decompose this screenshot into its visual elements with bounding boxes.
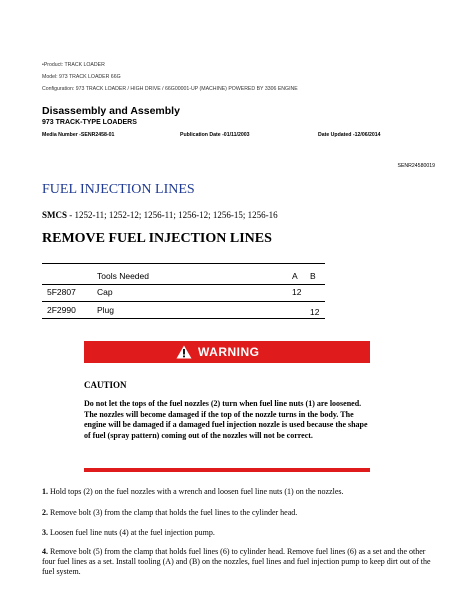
- step-item: [42, 487, 432, 497]
- step-text: Remove bolt (5) from the clamp that holds fuel lines (6) to cylinder head. Remove fuel lines (6) as a set and the other four fuel lines as a set. Install tooling (A) and (B) on the nozzles, fuel lines and fuel injection pump to keep dirt out of the fuel system.: [42, 547, 431, 576]
- configuration-line: Configuration: 973 TRACK LOADER / HIGH DRIVE / 66G00001-UP (MACHINE) POWERED BY 3306 ENGINE: [42, 86, 298, 92]
- cell-part: 5F2807: [47, 287, 76, 297]
- media-number: Media Number -SENR2458-01: [42, 132, 115, 138]
- header-description: Tools Needed: [97, 271, 149, 281]
- model-line: Model: 973 TRACK LOADER 66G: [42, 74, 121, 80]
- caution-text: Do not let the tops of the fuel nozzles (2) turn when fuel line nuts (1) are loosened. The nozzles will become damaged if the top of the nozzle turns in the body. The engine will be damaged if a damaged fuel injection nozzle is used because the shape of fuel (spray pattern) coming out of the nozzles will not be correct.: [84, 399, 368, 440]
- table-rule: [42, 263, 325, 264]
- table-rule: [42, 318, 325, 319]
- document-subtitle: 973 TRACK-TYPE LOADERS: [42, 119, 137, 126]
- step-number: 1.: [42, 487, 48, 496]
- section-title: FUEL INJECTION LINES: [42, 182, 195, 197]
- step-text: Loosen fuel line nuts (4) at the fuel injection pump.: [48, 528, 215, 537]
- step-number: 2.: [42, 508, 48, 517]
- step-text: Remove bolt (3) from the clamp that holds the fuel lines to the cylinder head.: [48, 508, 298, 517]
- publication-date: Publication Date -01/11/2003: [180, 132, 250, 138]
- step-number: 3.: [42, 528, 48, 537]
- cell-a: 12: [292, 287, 302, 297]
- date-updated: Date Updated -12/06/2014: [318, 132, 381, 138]
- cell-description: Plug: [97, 305, 115, 315]
- cell-b: 12: [310, 307, 320, 317]
- warning-label: WARNING: [198, 345, 260, 359]
- step-item: [42, 508, 432, 518]
- cell-part: 2F2990: [47, 305, 76, 315]
- warning-banner: [84, 341, 370, 363]
- reference-code: SENR24580019: [397, 163, 435, 169]
- step-number: 4.: [42, 547, 48, 556]
- product-line: •Product: TRACK LOADER: [42, 62, 105, 68]
- smcs-label: SMCS: [42, 210, 68, 220]
- document-title: Disassembly and Assembly: [42, 105, 180, 117]
- header-b: B: [310, 271, 316, 281]
- step-item: [42, 547, 432, 577]
- table-header: [42, 269, 325, 283]
- step-text: Hold tops (2) on the fuel nozzles with a wrench and loosen fuel line nuts (1) on the nozzles.: [48, 487, 344, 496]
- table-rule: [42, 301, 325, 302]
- procedure-title: REMOVE FUEL INJECTION LINES: [42, 231, 272, 246]
- table-row: [42, 285, 325, 299]
- smcs-line: [42, 210, 278, 220]
- cell-description: Cap: [97, 287, 113, 297]
- table-row: [42, 303, 325, 317]
- step-item: [42, 528, 432, 538]
- header-a: A: [292, 271, 298, 281]
- warning-end-rule: [84, 468, 370, 472]
- warning-triangle-icon: [176, 345, 192, 359]
- caution-label: CAUTION: [84, 380, 127, 390]
- smcs-codes: - 1252-11; 1252-12; 1256-11; 1256-12; 1256-15; 1256-16: [67, 210, 278, 220]
